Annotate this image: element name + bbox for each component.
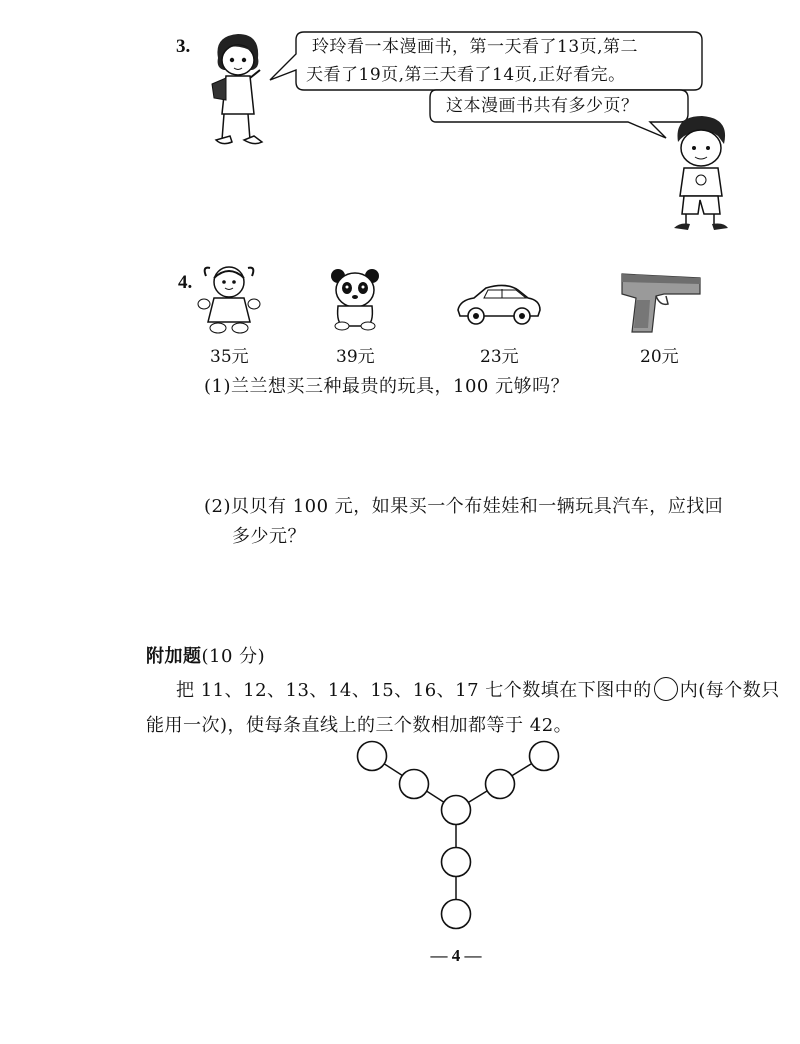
car-price: 23元: [480, 347, 519, 367]
bonus-instruction-part-b: 内(每个数只: [679, 680, 780, 701]
blank-circle-bottom: [442, 900, 471, 929]
blank-circle-top-left: [358, 742, 387, 771]
girl-speech-line2: 天看了19页,第三天看了14页,正好看完。: [306, 65, 626, 85]
panda-price: 39元: [336, 347, 375, 367]
question-4-part-1: (1)兰兰想买三种最贵的玩具，100 元够吗？: [204, 376, 570, 397]
blank-circle-center: [442, 796, 471, 825]
bonus-instruction-line2: 能用一次)，使每条直线上的三个数相加都等于 42。: [146, 715, 573, 736]
blank-circle-mid-right: [486, 770, 515, 799]
bonus-instruction-line1: [176, 676, 780, 702]
doll-price: 35元: [210, 347, 249, 367]
blank-circle-lower-middle: [442, 848, 471, 877]
bonus-points: (10 分): [201, 646, 266, 667]
bonus-heading: [146, 642, 265, 668]
number-circle-diagram: [350, 738, 566, 938]
car-icon: [454, 280, 544, 328]
boy-speech-text: 这本漫画书共有多少页？: [446, 96, 639, 116]
panda-icon: [326, 266, 384, 332]
question-4-part-2-line2: 多少元？: [232, 526, 306, 547]
blank-circle-top-right: [530, 742, 559, 771]
girl-speech-line1: 玲玲看一本漫画书，第一天看了13页,第二: [312, 37, 639, 57]
page-number: — 4 —: [430, 946, 482, 965]
question-3-number: 3.: [176, 36, 191, 57]
blank-circle-mid-left: [400, 770, 429, 799]
question-4-part-2-line1: (2)贝贝有 100 元，如果买一个布娃娃和一辆玩具汽车，应找回: [204, 496, 724, 517]
gun-price: 20元: [640, 347, 679, 367]
question-4-number: 4.: [178, 272, 193, 293]
gun-icon: [620, 270, 702, 334]
bonus-title: 附加题: [146, 646, 202, 667]
inline-circle-icon: [654, 677, 678, 701]
bonus-instruction-part-a: 把 11、12、13、14、15、16、17 七个数填在下图中的: [176, 680, 652, 701]
doll-icon: [196, 264, 262, 334]
boy-icon: [668, 114, 734, 232]
